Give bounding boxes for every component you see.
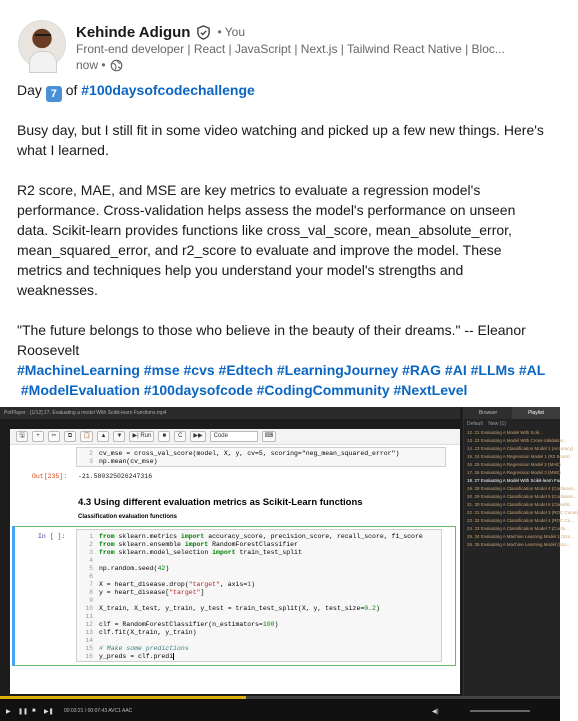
cut-button[interactable]: ✂ xyxy=(48,431,60,442)
playlist-item-current[interactable]: 18. 27 Evaluating A Model With Scikit-learn Funct... xyxy=(467,478,570,483)
playlist-item[interactable]: 12. 21 Evaluating A Model With Scik... xyxy=(467,430,543,435)
playlist-item[interactable]: 14. 23 Evaluating A Classification Model 1 (Accuracy) xyxy=(467,446,574,451)
post-time xyxy=(76,58,123,72)
author-name[interactable]: Kehinde Adigun xyxy=(76,23,191,41)
out-prompt: Out[235]: xyxy=(32,473,68,480)
move-up-button[interactable]: ▲ xyxy=(97,431,109,442)
author-row xyxy=(76,22,245,42)
globe-icon xyxy=(110,59,123,72)
day-of: of xyxy=(65,82,78,98)
playlist-item[interactable]: 26. 35 Evaluating A Machine Learning Model (Sco... xyxy=(467,542,571,547)
playlist-panel xyxy=(463,407,578,707)
play-icon[interactable]: ▶ xyxy=(6,709,11,715)
subtab-default[interactable]: Default xyxy=(467,421,483,427)
day-line xyxy=(17,80,547,102)
pause-icon[interactable]: ❚❚ xyxy=(18,709,29,715)
add-cell-button[interactable]: + xyxy=(32,431,44,442)
seek-bar-fill xyxy=(0,696,246,699)
code-line: cv_mse = cross_val_score(model, X, y, cv=5, scoring="neg_mean_squared_error") xyxy=(99,450,400,457)
playlist-item[interactable]: 20. 29 Evaluating A Classification Model 5 (Confusion... xyxy=(467,494,578,499)
stop-icon[interactable]: ■ xyxy=(32,708,36,714)
day-number-badge: 7 xyxy=(46,86,62,102)
playlist-item[interactable]: 13. 22 Evaluating A Model With Cross-Validation... xyxy=(467,438,567,443)
avatar[interactable] xyxy=(18,20,66,68)
volume-icon[interactable]: ◀) xyxy=(432,709,439,715)
quote-line-2: Roosevelt xyxy=(17,342,80,358)
save-button[interactable]: 🖫 xyxy=(16,431,28,442)
copy-button[interactable]: ⧉ xyxy=(64,431,76,442)
restart-button[interactable]: C xyxy=(174,431,186,442)
next-icon[interactable]: ▶❚ xyxy=(44,709,54,715)
author-headline: Front-end developer | React | JavaScript | Next.js | Tailwind React Native | Bloc... xyxy=(76,42,505,56)
connection-degree: • You xyxy=(217,25,246,39)
post-paragraph-1: Busy day, but I still fit in some video watching and picked up a few new things. Here's what I learned. xyxy=(17,122,544,158)
code-line: np.mean(cv_mse) xyxy=(99,458,158,465)
playlist-item[interactable]: 24. 33 Evaluating A Classification Model 7 (Confu... xyxy=(467,526,570,531)
hashtags-line-1[interactable]: #MachineLearning #mse #cvs #Edtech #LearningJourney #RAG #AI #LLMs #AL xyxy=(17,362,546,378)
stop-button[interactable]: ■ xyxy=(158,431,170,442)
post-timestamp: now • xyxy=(76,58,106,72)
cell-output: -21.580325026247316 xyxy=(78,473,153,480)
volume-slider[interactable] xyxy=(470,710,530,712)
playlist-item[interactable]: 21. 30 Evaluating A Classification Model 6 (Classific... xyxy=(467,502,574,507)
section-subheading: Classification evaluation functions xyxy=(78,514,178,520)
playlist-subtabs xyxy=(464,419,560,429)
tab-playlist[interactable]: Playlist xyxy=(512,407,560,419)
run-button[interactable]: ▶| Run xyxy=(129,431,154,442)
playlist-items xyxy=(464,429,578,549)
seek-bar[interactable] xyxy=(0,696,560,699)
timecode: 00:03:21 / 00:07:43 AVC1 AAC xyxy=(64,708,133,714)
player-title-bar: PotPlayer · [1/12] 27. Evaluating a model With Scikit-learn Functions.mp4 xyxy=(0,407,460,419)
hashtag-100daysofcodechallenge[interactable]: #100daysofcodechallenge xyxy=(81,82,255,98)
playlist-item[interactable]: 16. 25 Evaluating A Regression Model 2 (MAE) xyxy=(467,462,561,467)
paste-button[interactable]: 📋 xyxy=(80,431,93,442)
cell-type-select[interactable]: Code xyxy=(210,431,258,442)
hashtags-line-2[interactable]: #ModelEvaluation #100daysofcode #CodingCommunity #NextLevel xyxy=(17,382,468,398)
day-prefix: Day xyxy=(17,82,42,98)
playlist-item[interactable]: 25. 34 Evaluating A Machine Learning Model 1 (Sco... xyxy=(467,534,575,539)
playlist-item[interactable]: 22. 31 Evaluating A Classification Model 3 (ROC Curve) xyxy=(467,510,578,515)
post-header xyxy=(18,14,548,74)
previous-code-cell[interactable]: 2 cv_mse = cross_val_score(model, X, y, cv=5, scoring="neg_mean_squared_error") 3 np.mean(cv_mse) xyxy=(76,447,446,467)
keyboard-icon[interactable]: ⌨ xyxy=(262,431,277,442)
subtab-new[interactable]: New (1) xyxy=(488,421,506,427)
verified-shield-icon xyxy=(196,25,211,40)
notebook-toolbar xyxy=(10,429,460,445)
move-down-button[interactable]: ▼ xyxy=(113,431,125,442)
playlist-item[interactable]: 23. 32 Evaluating A Classification Model 4 (ROC Cu... xyxy=(467,518,575,523)
quote-line-1: "The future belongs to those who believe in the beauty of their dreams." -- Eleanor xyxy=(17,322,526,338)
code-editor-cell[interactable]: 1 from sklearn.metrics import accuracy_score, precision_score, recall_score, f1_score 2 from sklearn.ensemble import RandomForestClassifier 3 from sklearn.model_selection import train_test_split 4 5 np.random.seed(42) 6 7 X = heart_disease.drop("target", axis=1) 8 y = heart_disease["target"] 9 10 X_train, X_test, y_train, y_test = train_test_split(X, y, test_size=0.2) 11 12 clf = RandomForestClassifier(n_estimators=100) 13 clf.fit(X_train, y_train) 14 15 # Make some predictions 16 y_preds = clf.predi xyxy=(76,529,442,662)
video-player-controls xyxy=(0,696,560,721)
playlist-item[interactable]: 15. 24 Evaluating A Regression Model 1 (R2 Score) xyxy=(467,454,570,459)
in-prompt: In [ ]: xyxy=(38,533,66,540)
restart-run-button[interactable]: ▶▶ xyxy=(190,431,205,442)
post-paragraph-2: R2 score, MAE, and MSE are key metrics to evaluate a regression model's performance. Cross-validation helps assess the model's performance on unseen data. Scikit-learn provides functions like cross_val_score, mean_absolute_error, mean_squared_error, and r2_score to evaluate and improve the model. These metrics and techniques help you understand your model's strengths and weaknesses. xyxy=(17,182,516,298)
jupyter-notebook xyxy=(10,429,460,694)
playlist-item[interactable]: 17. 26 Evaluating A Regression Model 3 (MSE) xyxy=(467,470,561,475)
playlist-item[interactable]: 19. 28 Evaluating A Classification Model 4 (Confusion... xyxy=(467,486,578,491)
tab-browser[interactable]: Browser xyxy=(464,407,512,419)
section-heading: 4.3 Using different evaluation metrics as Scikit-Learn functions xyxy=(78,497,363,508)
post-image-screenshot[interactable] xyxy=(0,407,578,721)
